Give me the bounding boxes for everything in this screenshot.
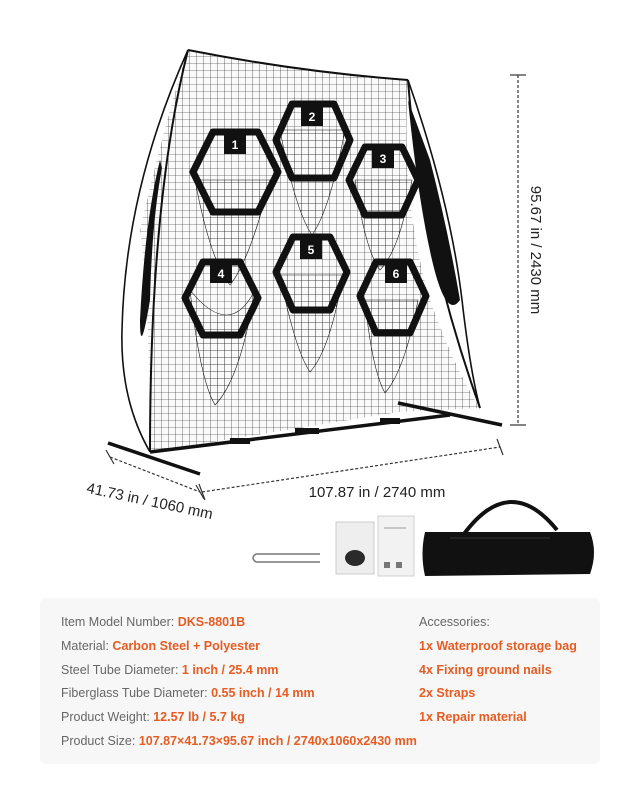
- base-sleeve: [380, 418, 400, 424]
- target-number-3: 3: [379, 152, 387, 166]
- target-number-6: 6: [392, 267, 400, 281]
- accessory-item: 1x Repair material: [419, 710, 527, 724]
- target-number-1: 1: [231, 138, 239, 152]
- accessory-item: 1x Waterproof storage bag: [419, 639, 577, 653]
- spec-product-size: Product Size: 107.87×41.73×95.67 inch / 2740x1060x2430 mm: [61, 734, 417, 748]
- storage-bag-icon: [423, 502, 595, 576]
- spec-steel-tube-diameter: Steel Tube Diameter: 1 inch / 25.4 mm: [61, 663, 279, 677]
- base-sleeve: [295, 428, 319, 434]
- accessory-item: 2x Straps: [419, 686, 476, 700]
- base-sleeve: [230, 438, 250, 444]
- accessories-heading: Accessories:: [419, 615, 490, 629]
- depth-label: 41.73 in / 1060 mm: [85, 479, 215, 524]
- spec-material: Material: Carbon Steel + Polyester: [61, 639, 261, 653]
- accessory-item: 4x Fixing ground nails: [419, 663, 552, 677]
- target-number-4: 4: [217, 267, 225, 281]
- repair-material-packet-icon: [336, 522, 374, 574]
- target-number-5: 5: [307, 243, 315, 257]
- straps-packet-icon: [378, 516, 414, 576]
- width-label: 107.87 in / 2740 mm: [308, 484, 446, 501]
- spec-fiberglass-tube-diameter: Fiberglass Tube Diameter: 0.55 inch / 14 mm: [61, 686, 315, 700]
- height-dimension: [510, 75, 526, 425]
- spec-model-number: Item Model Number: DKS-8801B: [61, 615, 246, 629]
- spec-product-weight: Product Weight: 12.57 lb / 5.7 kg: [61, 710, 245, 724]
- target-number-2: 2: [308, 110, 316, 124]
- ground-nail-icon: [253, 554, 320, 562]
- height-label: 95.67 in / 2430 mm: [527, 185, 544, 315]
